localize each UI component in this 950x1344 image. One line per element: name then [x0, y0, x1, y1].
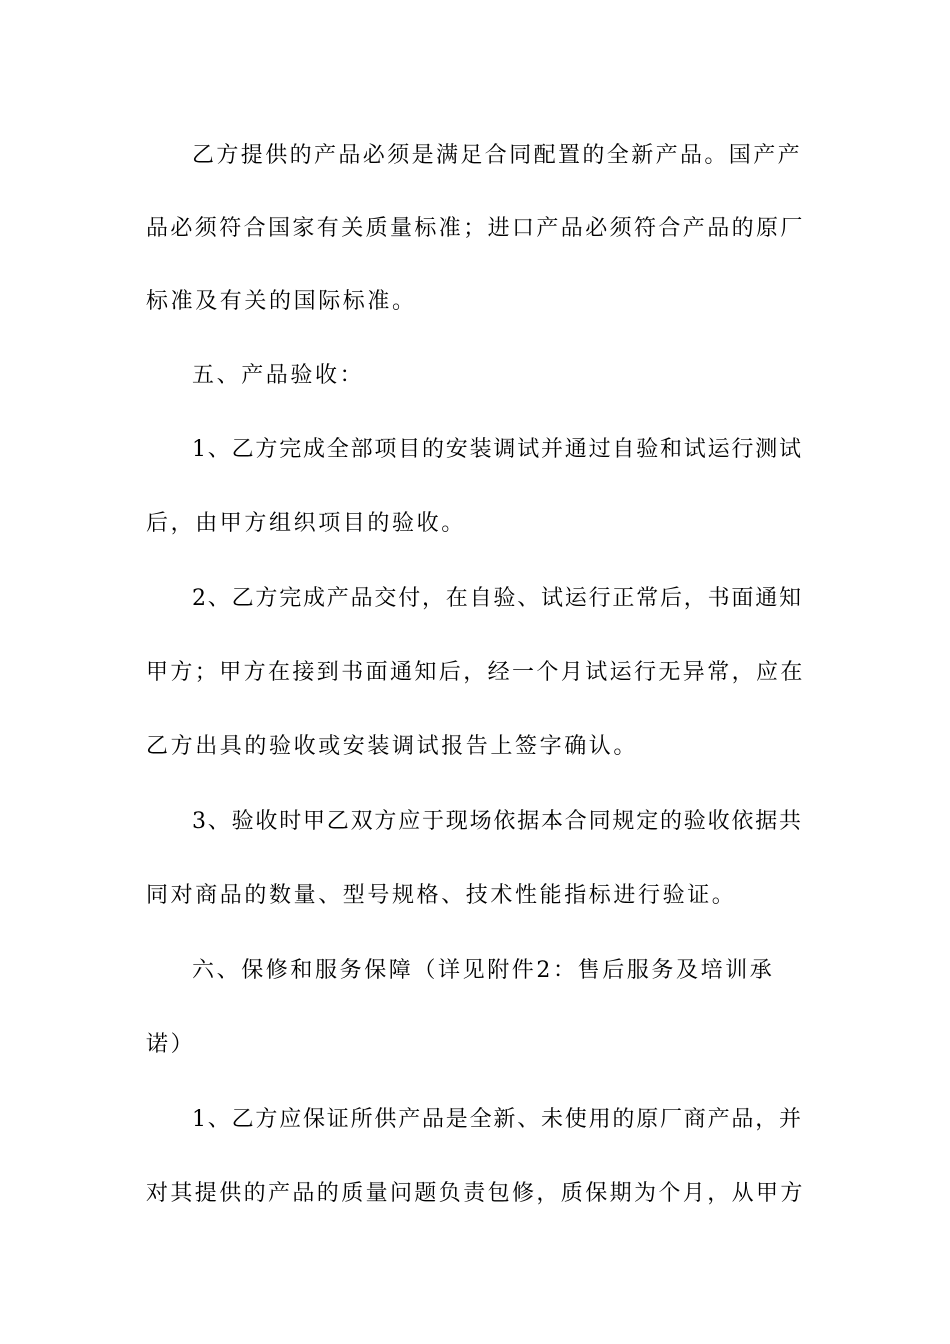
paragraph-line: 1、乙方完成全部项目的安装调试并通过自验和试运行测试	[192, 437, 803, 462]
section-heading: 五、产品验收：	[192, 363, 365, 388]
paragraph-line: 乙方提供的产品必须是满足合同配置的全新产品。国产产	[192, 143, 803, 168]
section-heading-continuation: 诺）	[146, 1032, 196, 1057]
paragraph-line: 乙方出具的验收或安装调试报告上签字确认。	[146, 734, 639, 759]
paragraph-line: 甲方；甲方在接到书面通知后，经一个月试运行无异常，应在	[146, 660, 805, 685]
paragraph-line: 同对商品的数量、型号规格、技术性能指标进行验证。	[146, 883, 737, 908]
paragraph-line: 2、乙方完成产品交付，在自验、试运行正常后，书面通知	[192, 586, 803, 611]
paragraph-line: 对其提供的产品的质量问题负责包修，质保期为个月，从甲方	[146, 1181, 805, 1206]
paragraph-line: 标准及有关的国际标准。	[146, 289, 417, 314]
paragraph-line: 3、验收时甲乙双方应于现场依据本合同规定的验收依据共	[192, 809, 803, 834]
paragraph-line: 品必须符合国家有关质量标准；进口产品必须符合产品的原厂	[146, 216, 805, 241]
paragraph-line: 1、乙方应保证所供产品是全新、未使用的原厂商产品，并	[192, 1107, 803, 1132]
paragraph-line: 后，由甲方组织项目的验收。	[146, 511, 466, 536]
section-heading: 六、保修和服务保障（详见附件2：售后服务及培训承	[192, 958, 775, 983]
